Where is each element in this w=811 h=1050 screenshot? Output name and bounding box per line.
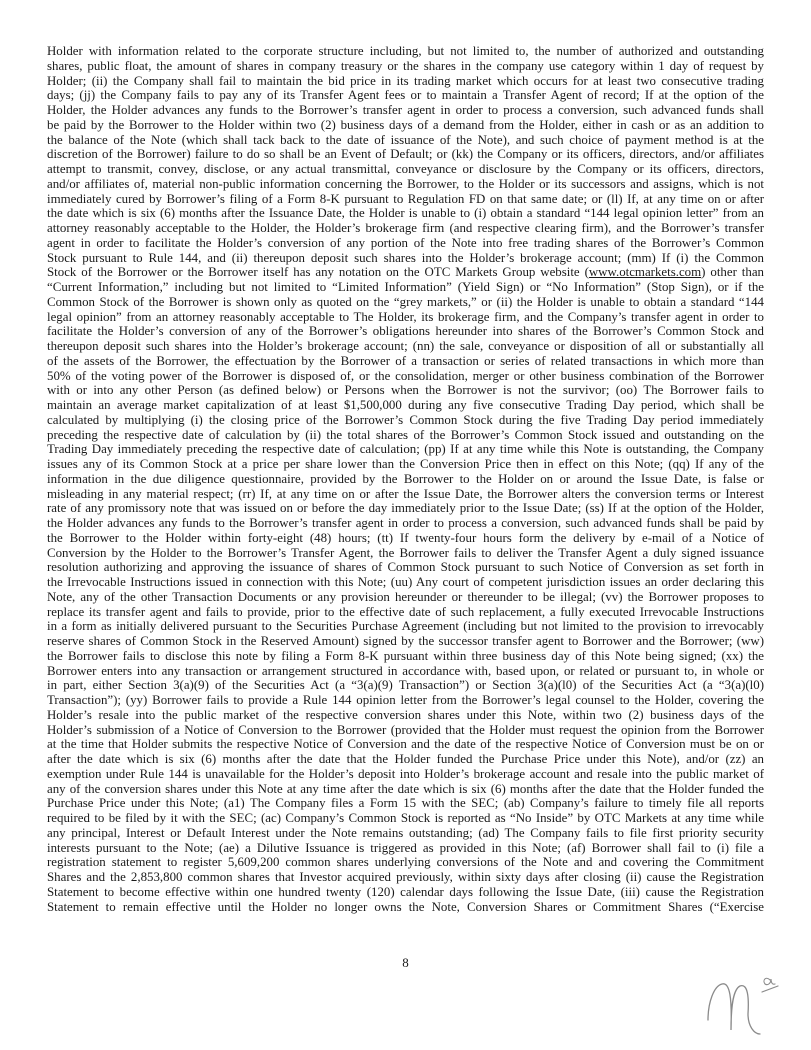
text-line: Holder; (ii) the Company shall fail to maintain the bid price in its trading market which occurs for at least two consecutive trading: [47, 73, 764, 88]
text-line: Shares and the 2,853,800 common shares that Investor acquired previously, within sixty days after closing (ii) cause the Registration: [47, 870, 764, 884]
page-number: 8: [402, 955, 409, 970]
text-line: with or into any other Person (as defined below) or Persons when the Borrower is not the survivor; (oo) The Borrower fails to: [47, 383, 764, 398]
initials-underline: [762, 986, 778, 992]
text-line: immediately cured by Borrower’s filing of a Form 8-K pursuant to Regulation FD on that same date; or (ll) If, at any time on or after: [47, 191, 764, 206]
text-line: required to be filed by it with the SEC; (ac) Company’s Common Stock is reported as “No Inside” by OTC Markets at any time while: [47, 811, 764, 825]
text-line: Conversion by the Holder to the Borrower’s Transfer Agent, the Borrower fails to deliver the Transfer Agent a duly signed issuance: [47, 545, 764, 560]
text-line: thereupon deposit such shares into the Holder’s brokerage account; (nn) the sale, conveyance or disposition of all or substantially all: [47, 339, 764, 353]
text-line: Common Stock of the Borrower is shown only as quoted on the “grey markets,” or (ii) the Holder is unable to obtain a standard “144: [47, 294, 764, 309]
text-line: Transaction”); (yy) Borrower fails to provide a Rule 144 opinion letter from the Borrower’s legal counsel to the Holder, covering the: [47, 693, 764, 707]
text-line: attorney reasonably acceptable to the Holder, the Holder’s brokerage firm (and respective clearing firm), and the Borrower’s transfer: [47, 221, 764, 235]
text-line: be paid by the Borrower to the Holder within two (2) business days of a demand from the Holder, either in cash or as an addition to: [47, 117, 764, 132]
text-line: interests pursuant to the Note; (ae) a Dilutive Issuance is triggered as provided in this Note; (af) Borrower shall fail to (i) file a: [47, 840, 764, 855]
text-line: and/or affiliates of, material non-public information concerning the Borrower, to the Holder or its successors and assigns, which is not: [47, 176, 764, 191]
text-line: Holder’s submission of a Notice of Conversion to the Borrower (provided that the Holder must request the opinion from the Borrower: [47, 722, 764, 737]
text-line: information in the due diligence questionnaire, provided by the Borrower to the Holder on or around the Issue Date, is false or: [47, 471, 764, 486]
text-line: preceding the respective date of calculation by (ii) the total shares of the Borrower’s Common Stock issued and outstanding on the: [47, 427, 764, 442]
initials-stroke-m: [708, 984, 760, 1034]
text-line: the Borrower to the Holder within forty-eight (48) hours; (tt) If twenty-four hours form the delivery by e-mail of a Notice of: [47, 530, 764, 545]
text-line: “Current Information,” including but not limited to “Limited Information” (Yield Sign) or “No Information” (Stop Sign), or if the: [47, 280, 764, 294]
text-line: the balance of the Note (which shall tack back to the date of issuance of the Note), and such choice of payment method is at the: [47, 132, 764, 147]
text-line: rate of any promissory note that was issued on or before the day immediately prior to the Issue Date; (ss) If at the option of the Holder,: [47, 501, 764, 516]
text-line: misleading in any material respect; (rr) If, at any time on or after the Issue Date, the Borrower alters the conversion terms or Interest: [47, 486, 764, 501]
text-line: at the time that Holder submits the respective Notice of Conversion and the date of the respective Notice of Conversion must be on or: [47, 737, 764, 752]
text-line: Statement to remain effective until the Holder no longer owns the Note, Conversion Shares or Commitment Shares (“Exercise: [47, 899, 764, 914]
text-segment: Stock of the Borrower or the Borrower itself has any notation on the OTC Markets Group website (: [47, 265, 589, 280]
document-body: [47, 44, 764, 914]
text-line: issues any of its Common Stock at a price per share lower than the Conversion Price then in effect on this Note; (qq) If any of the: [47, 457, 764, 471]
text-line: Statement to become effective within one hundred twenty (120) calendar days following the Issue Date, (iii) cause the Registration: [47, 884, 764, 899]
text-line: Holder with information related to the corporate structure including, but not limited to, the number of authorized and outstanding: [47, 44, 764, 58]
text-line: calculated by multiplying (i) the closing price of the Borrower’s Common Stock during the five Trading Day period immediately: [47, 412, 764, 427]
text-line: maintain an average market capitalization of at least $1,500,000 during any five consecutive Trading Day period, which shall be: [47, 398, 764, 412]
text-line: replace its transfer agent and fails to provide, prior to the effective date of such replacement, a fully executed Irrevocable Instructions: [47, 604, 764, 619]
text-line: Holder, the Holder advances any funds to the Borrower’s transfer agent in order to process a conversion, such advanced funds shall: [47, 103, 764, 117]
text-line: Purchase Price under this Note; (a1) The Company files a Form 15 with the SEC; (ab) Company’s failure to timely file all reports: [47, 796, 764, 811]
text-line: facilitate the Holder’s conversion of any of the Borrower’s obligations hereunder into shares of the Borrower’s Common Stock and: [47, 324, 764, 339]
text-line: legal opinion” from an attorney reasonably acceptable to The Holder, its brokerage firm, and the Company’s transfer agent in order to: [47, 309, 764, 324]
text-line: [47, 265, 764, 280]
text-line: Stock pursuant to Rule 144, and (ii) thereupon deposit such shares into the Holder’s brokerage account; (mm) If (i) the Common: [47, 250, 764, 265]
text-line: the date which is six (6) months after the Issuance Date, the Holder is unable to (i) obtain a standard “144 legal opinion letter” from an: [47, 206, 764, 221]
text-line: any of the conversion shares under this Note at any time after the date which is six (6) months after the date that the Holder funded the: [47, 781, 764, 796]
text-line: the Irrevocable Instructions issued in connection with this Note; (uu) Any court of competent jurisdiction issues an order declaring this: [47, 575, 764, 589]
text-line: Trading Day immediately preceding the respective date of calculation; (pp) If at any time while this Note is outstanding, the Company: [47, 442, 764, 457]
text-line: the Borrower fails to disclose this note by filing a Form 8-K pursuant within three business day of this Note being signed; (xx) the: [47, 648, 764, 663]
text-line: after the date which is six (6) months after the date that the Holder funded the Purchase Price under this Note), and/or (zz) an: [47, 752, 764, 766]
initials-stroke-a: [764, 978, 775, 984]
text-line: Holder’s resale into the public market of the respective conversion shares under this Note, within two (2) business days of the: [47, 707, 764, 722]
text-line: discretion of the Borrower) failure to do so shall be an Event of Default; or (kk) the Company or its officers, directors, and/or affiliates: [47, 147, 764, 162]
text-line: resolution authorizing and approving the issuance of shares of Common Stock pursuant to such Notice of Conversion as set forth in: [47, 560, 764, 575]
text-line: reserve shares of Common Stock in the Reserved Amount) signed by the successor transfer agent to Borrower and the Borrower; (ww): [47, 634, 764, 648]
text-line: registration statement to register 5,609,200 common shares underlying conversions of the Note and and covering the Commitment: [47, 855, 764, 870]
text-line: 50% of the voting power of the Borrower is disposed of, or the consolidation, merger or other business combination of the Borrower: [47, 368, 764, 383]
text-line: the Holder advances any funds to the Borrower’s transfer agent in order to process a conversion, such advanced funds shall be paid by: [47, 516, 764, 530]
text-segment: ) other than: [701, 265, 764, 280]
text-line: in a form as initially delivered pursuant to the Securities Purchase Agreement (including but not limited to the provision to irrevocably: [47, 619, 764, 634]
text-line: agent in order to facilitate the Holder’s conversion of any portion of the Note into free trading shares of the Borrower’s Common: [47, 235, 764, 250]
text-line: attempt to transmit, convey, disclose, or any actual transmittal, conveyance or disclosure by the Company or its officers, directors,: [47, 162, 764, 176]
text-line: days; (jj) the Company fails to pay any of its Transfer Agent fees or to maintain a Transfer Agent of record; If at the option of the: [47, 88, 764, 103]
handwritten-initials: [700, 968, 800, 1040]
text-line: exemption under Rule 144 is unavailable for the Holder’s deposit into Holder’s brokerage account and resale into the public market of: [47, 766, 764, 781]
text-line: Note, any of the other Transaction Documents or any provision hereunder or thereunder to be illegal; (vv) the Borrower proposes to: [47, 589, 764, 604]
text-line: Borrower enters into any transaction or arrangement structured in accordance with, based upon, or related or pursuant to, in whole or: [47, 663, 764, 678]
text-line: in part, either Section 3(a)(9) of the Securities Act (a “3(a)(9) Transaction”) or Section 3(a)(l0) of the Securities Act (a “3(a)(l0): [47, 678, 764, 693]
text-line: any principal, Interest or Default Interest under the Note remains outstanding; (ad) The Company fails to file first priority security: [47, 825, 764, 840]
otc-markets-link[interactable]: www.otcmarkets.com: [588, 265, 702, 280]
text-line: shares, public float, the amount of shares in company treasury or the shares in the company use category within 1 day of request by: [47, 58, 764, 73]
text-line: of the assets of the Borrower, the effectuation by the Borrower of a transaction or series of related transactions in which more than: [47, 353, 764, 368]
